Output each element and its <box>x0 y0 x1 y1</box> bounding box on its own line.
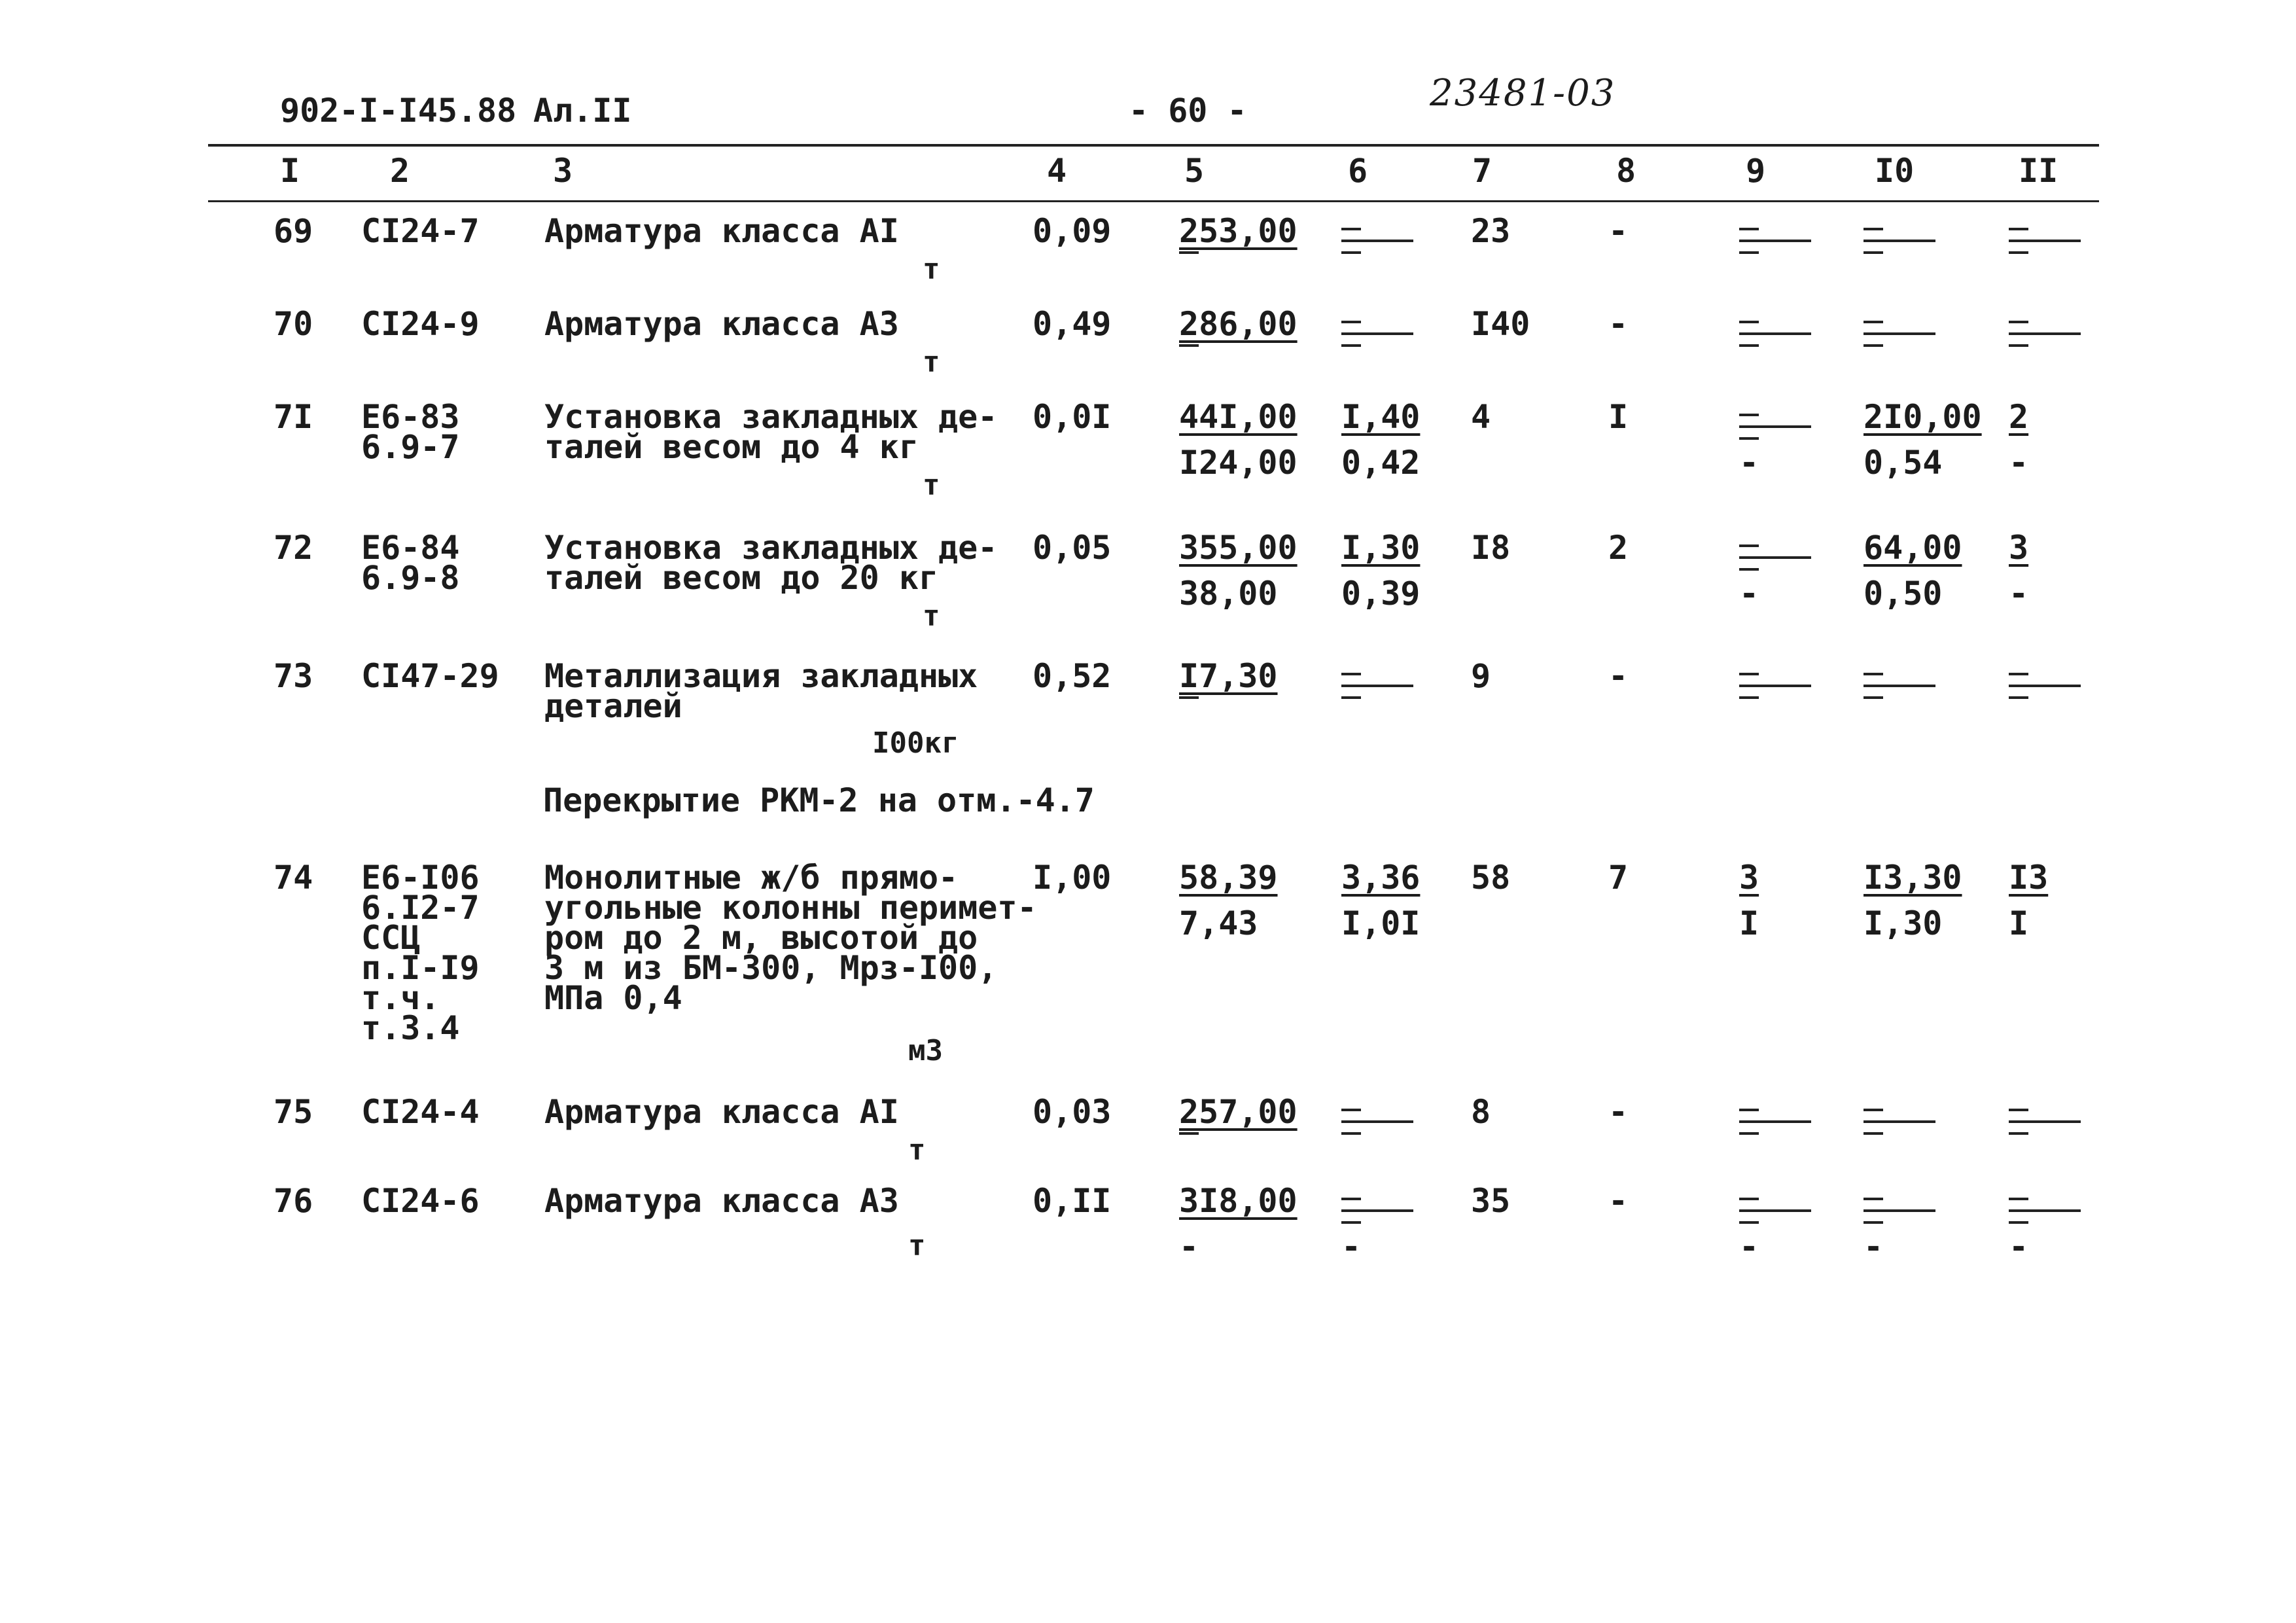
c6-blank-mark <box>1341 306 1413 346</box>
measure-unit: т <box>923 346 940 379</box>
quantity: 0,0I <box>1033 398 1112 436</box>
column-header: 5 <box>1184 152 1205 190</box>
c5-value-top: 355,00 <box>1179 529 1298 567</box>
c7-value: 8 <box>1471 1093 1491 1131</box>
c9-blank-mark <box>1739 213 1811 253</box>
column-header: 6 <box>1348 152 1368 190</box>
c10-blank-mark <box>1863 1094 1935 1133</box>
row-number: 73 <box>274 657 313 695</box>
c5-value-top: 257,00 <box>1179 1093 1298 1131</box>
c11-blank-mark <box>2009 213 2081 253</box>
c5-bottom-dash <box>1179 1126 1251 1165</box>
c6-blank-mark <box>1341 213 1413 253</box>
work-description: Монолитные ж/б прямо- угольные колонны перимет- ром до 2 м, высотой до 3 м из БМ-300, Мрз-I00, МПа 0,4 <box>544 859 1037 1017</box>
c5-bottom-dash <box>1179 245 1251 284</box>
quantity: 0,52 <box>1033 657 1112 695</box>
c9-blank-mark <box>1739 306 1811 346</box>
measure-unit: т <box>923 599 940 633</box>
column-header: 8 <box>1616 152 1636 190</box>
c10-value-bottom: - <box>1863 1228 1884 1266</box>
c9-blank-mark <box>1739 530 1811 569</box>
table-header-rule <box>208 200 2099 202</box>
c11-value-bottom: - <box>2009 444 2029 482</box>
c10-value-bottom: 0,50 <box>1863 575 1943 613</box>
quantity: 0,09 <box>1033 212 1112 250</box>
c9-value-bottom: I <box>1739 904 1759 942</box>
column-header: 3 <box>553 152 573 190</box>
c9-blank-mark <box>1739 399 1811 438</box>
norm-code: CI24-9 <box>361 305 480 343</box>
work-description: Арматура класса AI <box>544 1093 899 1131</box>
c8-value: - <box>1608 305 1629 343</box>
c11-blank-mark <box>2009 306 2081 346</box>
c7-value: I40 <box>1471 305 1530 343</box>
work-description: Арматура класса А3 <box>544 1182 899 1220</box>
c11-blank-mark <box>2009 1183 2081 1222</box>
c8-value: - <box>1608 657 1629 695</box>
c7-value: 4 <box>1471 398 1491 436</box>
c9-value-bottom: - <box>1739 444 1759 482</box>
c10-blank-mark <box>1863 213 1935 253</box>
column-header: II <box>2019 152 2058 190</box>
column-header: 9 <box>1746 152 1766 190</box>
c10-value-top: 2I0,00 <box>1863 398 1982 436</box>
quantity: 0,II <box>1033 1182 1112 1220</box>
norm-code: CI24-4 <box>361 1093 480 1131</box>
c10-value-bottom: I,30 <box>1863 904 1943 942</box>
column-header: 7 <box>1472 152 1492 190</box>
c8-value: 7 <box>1608 859 1629 897</box>
row-number: 74 <box>274 859 313 897</box>
row-number: 75 <box>274 1093 313 1131</box>
c6-value-bottom: I,0I <box>1341 904 1421 942</box>
section-title: Перекрытие РКМ-2 на отм.-4.7 <box>543 781 1095 819</box>
c9-blank-mark <box>1739 658 1811 698</box>
c11-value-bottom: - <box>2009 575 2029 613</box>
document-code: 902-I-I45.88 <box>280 92 517 130</box>
measure-unit: т <box>923 253 940 286</box>
c10-value-top: I3,30 <box>1863 859 1962 897</box>
c5-value-top: I7,30 <box>1179 657 1278 695</box>
measure-unit: т <box>908 1229 926 1262</box>
handwritten-inventory-number: 23481-03 <box>1430 72 1616 115</box>
c9-blank-mark <box>1739 1183 1811 1222</box>
norm-code: CI47-29 <box>361 657 499 695</box>
measure-unit: т <box>908 1133 926 1167</box>
quantity: 0,49 <box>1033 305 1112 343</box>
work-description: Установка закладных де- талей весом до 20 кг <box>544 529 998 597</box>
norm-code: Е6-84 6.9-8 <box>361 529 460 597</box>
table-top-rule <box>208 144 2099 147</box>
column-header: 4 <box>1047 152 1067 190</box>
work-description: Арматура класса AI <box>544 212 899 250</box>
c5-value-top: 253,00 <box>1179 212 1298 250</box>
column-header: I <box>280 152 300 190</box>
row-number: 70 <box>274 305 313 343</box>
c11-value-bottom: - <box>2009 1228 2029 1266</box>
quantity: 0,05 <box>1033 529 1112 567</box>
c8-value: 2 <box>1608 529 1629 567</box>
c7-value: 23 <box>1471 212 1511 250</box>
c5-bottom-dash <box>1179 690 1251 729</box>
measure-unit: т <box>923 469 940 502</box>
c5-value-bottom: 38,00 <box>1179 575 1278 613</box>
c5-value-top: 286,00 <box>1179 305 1298 343</box>
row-number: 72 <box>274 529 313 567</box>
measure-unit: I00кг <box>872 726 959 760</box>
c6-value-top: I,30 <box>1341 529 1421 567</box>
c5-value-bottom: - <box>1179 1228 1199 1266</box>
c6-value-bottom: - <box>1341 1228 1362 1266</box>
c10-blank-mark <box>1863 306 1935 346</box>
work-description: Установка закладных де- талей весом до 4 кг <box>544 398 998 466</box>
norm-code: Е6-I06 6.I2-7 ССЦ п.I-I9 т.ч. т.3.4 <box>361 859 480 1047</box>
c6-blank-mark <box>1341 1094 1413 1133</box>
c5-bottom-dash <box>1179 338 1251 377</box>
c11-value-top: 3 <box>2009 529 2029 567</box>
c6-value-bottom: 0,39 <box>1341 575 1421 613</box>
c11-value-top: 2 <box>2009 398 2029 436</box>
c6-blank-mark <box>1341 1183 1413 1222</box>
c5-value-top: 3I8,00 <box>1179 1182 1298 1220</box>
c11-value-bottom: I <box>2009 904 2029 942</box>
c11-blank-mark <box>2009 1094 2081 1133</box>
c6-value-bottom: 0,42 <box>1341 444 1421 482</box>
norm-code: CI24-7 <box>361 212 480 250</box>
quantity: I,00 <box>1033 859 1112 897</box>
norm-code: Е6-83 6.9-7 <box>361 398 460 466</box>
c6-value-top: 3,36 <box>1341 859 1421 897</box>
c6-value-top: I,40 <box>1341 398 1421 436</box>
c10-value-bottom: 0,54 <box>1863 444 1943 482</box>
c8-value: - <box>1608 212 1629 250</box>
c7-value: 35 <box>1471 1182 1511 1220</box>
c7-value: 9 <box>1471 657 1491 695</box>
c6-blank-mark <box>1341 658 1413 698</box>
column-header: 2 <box>390 152 410 190</box>
row-number: 76 <box>274 1182 313 1220</box>
c10-blank-mark <box>1863 1183 1935 1222</box>
c8-value: - <box>1608 1182 1629 1220</box>
page-number: - 60 - <box>1129 92 1247 130</box>
work-description: Металлизация закладных деталей <box>544 657 978 725</box>
c8-value: I <box>1608 398 1629 436</box>
c9-blank-mark <box>1739 1094 1811 1133</box>
row-number: 69 <box>274 212 313 250</box>
quantity: 0,03 <box>1033 1093 1112 1131</box>
measure-unit: м3 <box>908 1034 943 1067</box>
c7-value: I8 <box>1471 529 1511 567</box>
c5-value-bottom: I24,00 <box>1179 444 1298 482</box>
c9-value-top: 3 <box>1739 859 1759 897</box>
row-number: 7I <box>274 398 313 436</box>
c10-blank-mark <box>1863 658 1935 698</box>
c11-value-top: I3 <box>2009 859 2049 897</box>
c5-value-top: 58,39 <box>1179 859 1278 897</box>
album-number: Ал.II <box>533 92 632 130</box>
c5-value-bottom: 7,43 <box>1179 904 1258 942</box>
c8-value: - <box>1608 1093 1629 1131</box>
c11-blank-mark <box>2009 658 2081 698</box>
c9-value-bottom: - <box>1739 1228 1759 1266</box>
c9-value-bottom: - <box>1739 575 1759 613</box>
c10-value-top: 64,00 <box>1863 529 1962 567</box>
c7-value: 58 <box>1471 859 1511 897</box>
norm-code: CI24-6 <box>361 1182 480 1220</box>
column-header: I0 <box>1875 152 1915 190</box>
c5-value-top: 44I,00 <box>1179 398 1298 436</box>
work-description: Арматура класса А3 <box>544 305 899 343</box>
